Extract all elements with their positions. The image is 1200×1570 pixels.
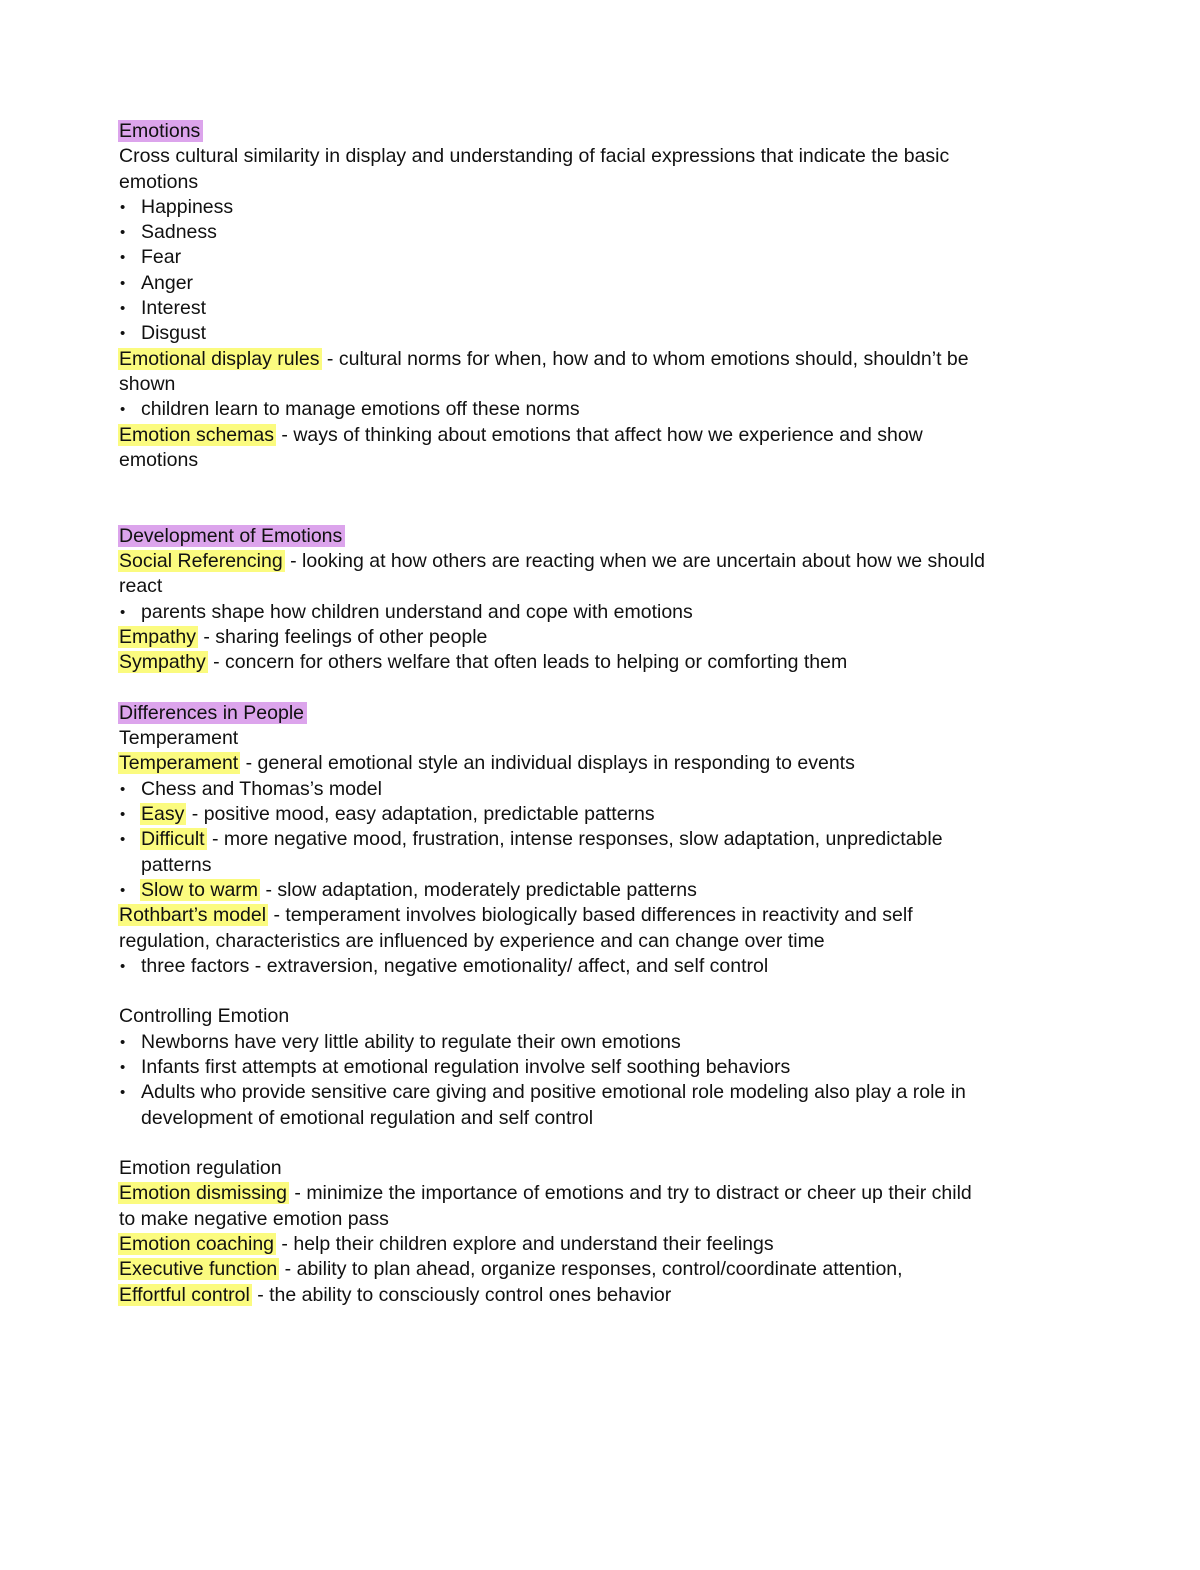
chess-thomas-bullet: • Chess and Thomas’s model bbox=[119, 777, 1079, 802]
temperament-easy: • Easy - positive mood, easy adaptation, predictable patterns bbox=[119, 802, 1079, 827]
temperament-slow-to-warm: • Slow to warm - slow adaptation, moderately predictable patterns bbox=[119, 878, 1079, 903]
term-emotion-coaching: Emotion coaching bbox=[119, 1233, 275, 1256]
term-social-referencing: Social Referencing bbox=[119, 550, 283, 573]
term-executive-function: Executive function bbox=[119, 1258, 278, 1281]
basic-emotion-item: • Sadness bbox=[119, 220, 1079, 245]
three-factors-bullet: • three factors - extraversion, negative emotionality/ affect, and self control bbox=[119, 954, 1079, 979]
section-heading-development: Development of Emotions bbox=[119, 524, 1079, 549]
term-temperament: Temperament bbox=[119, 752, 239, 775]
definition-effortful-control: Effortful control - the ability to consciously control ones behavior bbox=[119, 1283, 672, 1306]
spacer bbox=[119, 676, 1079, 701]
definition-executive-function: Executive function - ability to plan ahead, organize responses, control/coordinate attention, bbox=[119, 1258, 903, 1281]
subheading-emotion-regulation: Emotion regulation bbox=[119, 1157, 282, 1180]
emotions-intro-line-2: emotions bbox=[119, 170, 199, 193]
term-sympathy: Sympathy bbox=[119, 651, 206, 674]
definition-sympathy: Sympathy - concern for others welfare that often leads to helping or comforting them bbox=[119, 651, 848, 674]
definition-rothbart-cont: regulation, characteristics are influenced by experience and can change over time bbox=[119, 929, 825, 952]
subheading-controlling-emotion: Controlling Emotion bbox=[119, 1005, 290, 1028]
temperament-difficult: • Difficult - more negative mood, frustration, intense responses, slow adaptation, unpredictable bbox=[119, 827, 1079, 852]
definition-display-rules: Emotional display rules - cultural norms for when, how and to whom emotions should, shouldn’t be bbox=[119, 347, 969, 370]
section-heading-emotions: Emotions bbox=[119, 119, 1079, 144]
social-referencing-bullet: • parents shape how children understand and cope with emotions bbox=[119, 600, 1079, 625]
term-display-rules: Emotional display rules bbox=[119, 347, 320, 370]
controlling-bullet-cont: development of emotional regulation and self control bbox=[141, 1106, 594, 1129]
definition-rothbart: Rothbart’s model - temperament involves biologically based differences in reactivity and self bbox=[119, 904, 913, 927]
definition-emotion-dismissing-cont: to make negative emotion pass bbox=[119, 1207, 389, 1230]
basic-emotion-item: • Interest bbox=[119, 296, 1079, 321]
basic-emotion-item: • Happiness bbox=[119, 195, 1079, 220]
subheading-temperament: Temperament bbox=[119, 727, 239, 750]
definition-display-rules-cont: shown bbox=[119, 372, 176, 395]
controlling-bullet: • Adults who provide sensitive care giving and positive emotional role modeling also play a role in bbox=[119, 1080, 1079, 1105]
spacer bbox=[119, 473, 1079, 524]
display-rules-bullet: • children learn to manage emotions off these norms bbox=[119, 397, 1079, 422]
temperament-difficult-cont: patterns bbox=[141, 853, 212, 876]
term-empathy: Empathy bbox=[119, 625, 196, 648]
term-rothbart: Rothbart’s model bbox=[119, 904, 267, 927]
term-emotion-schemas: Emotion schemas bbox=[119, 423, 274, 446]
definition-empathy: Empathy - sharing feelings of other people bbox=[119, 625, 488, 648]
controlling-bullet: • Newborns have very little ability to regulate their own emotions bbox=[119, 1030, 1079, 1055]
definition-social-referencing-cont: react bbox=[119, 575, 163, 598]
definition-emotion-dismissing: Emotion dismissing - minimize the importance of emotions and try to distract or cheer up their child bbox=[119, 1182, 972, 1205]
definition-emotion-schemas-cont: emotions bbox=[119, 448, 199, 471]
emotions-intro-line-1: Cross cultural similarity in display and understanding of facial expressions that indicate the basic bbox=[119, 145, 950, 168]
definition-emotion-schemas: Emotion schemas - ways of thinking about emotions that affect how we experience and show bbox=[119, 423, 923, 446]
basic-emotion-item: • Disgust bbox=[119, 321, 1079, 346]
definition-social-referencing: Social Referencing - looking at how others are reacting when we are uncertain about how we should bbox=[119, 550, 985, 573]
term-emotion-dismissing: Emotion dismissing bbox=[119, 1182, 287, 1205]
basic-emotion-item: • Fear bbox=[119, 245, 1079, 270]
controlling-bullet: • Infants first attempts at emotional regulation involve self soothing behaviors bbox=[119, 1055, 1079, 1080]
document-page bbox=[119, 119, 1079, 1308]
spacer bbox=[119, 1131, 1079, 1156]
definition-temperament: Temperament - general emotional style an individual displays in responding to events bbox=[119, 752, 855, 775]
spacer bbox=[119, 979, 1079, 1004]
basic-emotion-item: • Anger bbox=[119, 271, 1079, 296]
section-heading-differences: Differences in People bbox=[119, 701, 1079, 726]
term-effortful-control: Effortful control bbox=[119, 1283, 250, 1306]
definition-emotion-coaching: Emotion coaching - help their children explore and understand their feelings bbox=[119, 1233, 774, 1256]
